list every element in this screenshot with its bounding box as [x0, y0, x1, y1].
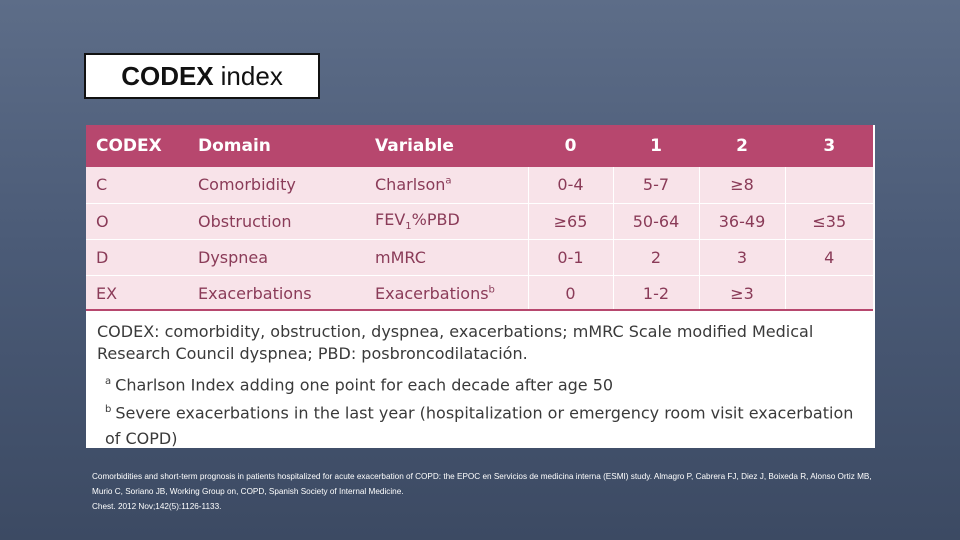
codex-table-card [86, 125, 875, 448]
cell-domain: Comorbidity [188, 167, 365, 203]
cell-score-0: 0-1 [528, 239, 613, 275]
cell-variable: mMRC [365, 239, 528, 275]
cell-score-3: 4 [785, 239, 873, 275]
variable-text: Charlson [375, 175, 446, 195]
cell-score-3: ≤35 [785, 203, 873, 239]
citation-journal: Chest. 2012 Nov;142(5):1126-1133. [92, 502, 222, 511]
slide-title [84, 53, 320, 99]
table-notes [97, 321, 867, 451]
header-codex: CODEX [86, 125, 188, 167]
cell-score-3 [785, 167, 873, 203]
cell-score-0: 0-4 [528, 167, 613, 203]
footnote-b [105, 397, 867, 450]
header-score-2: 2 [699, 125, 785, 167]
table-row [86, 275, 873, 311]
footnote-b-text: Severe exacerbations in the last year (hospitalization or emergency room visit exacerbation of COPD) [105, 403, 854, 448]
cell-code: C [86, 167, 188, 203]
cell-score-0: ≥65 [528, 203, 613, 239]
cell-variable [365, 167, 528, 203]
cell-code: EX [86, 275, 188, 311]
cell-score-1: 50-64 [613, 203, 699, 239]
codex-table [86, 125, 873, 311]
footnote-b-mark: b [105, 404, 112, 416]
footnote-mark: a [445, 175, 452, 187]
variable-text: Exacerbations [375, 283, 489, 303]
cell-score-3 [785, 275, 873, 311]
slide-title-bold: CODEX [121, 60, 214, 91]
cell-code: D [86, 239, 188, 275]
cell-score-1: 1-2 [613, 275, 699, 311]
cell-domain: Obstruction [188, 203, 365, 239]
citation-authors: Comorbidities and short-term prognosis in patients hospitalized for acute exacerbation of COPD: the EPOC en Servicios de medicina interna (ESMI) study. Almagro P, Cabrera FJ, Diez J, Boixeda R, Alonso Ortiz MB, Murio C, Soriano JB, Working Group on, COPD, Spanish Society of Internal Medicine. [92, 472, 872, 496]
footnote-a-mark: a [105, 376, 112, 387]
cell-code: O [86, 203, 188, 239]
table-row [86, 203, 873, 239]
cell-score-0: 0 [528, 275, 613, 311]
header-score-0: 0 [528, 125, 613, 167]
variable-tail: %PBD [411, 209, 460, 229]
cell-domain: Exacerbations [188, 275, 365, 311]
variable-text: FEV [375, 209, 406, 229]
header-score-3: 3 [785, 125, 873, 167]
table-row [86, 239, 873, 275]
cell-score-1: 2 [613, 239, 699, 275]
table-header-row [86, 125, 873, 167]
cell-score-2: 36-49 [699, 203, 785, 239]
slide-title-rest: index [220, 60, 283, 91]
table-row [86, 167, 873, 203]
footnote-a [105, 369, 867, 397]
header-domain: Domain [188, 125, 365, 167]
citation [92, 469, 872, 514]
cell-score-1: 5-7 [613, 167, 699, 203]
footnote-a-text: Charlson Index adding one point for each decade after age 50 [115, 375, 614, 395]
cell-domain: Dyspnea [188, 239, 365, 275]
table-bottom-rule [86, 309, 873, 311]
header-score-1: 1 [613, 125, 699, 167]
cell-variable [365, 275, 528, 311]
footnote-mark: b [488, 284, 495, 296]
header-variable: Variable [365, 125, 528, 167]
cell-score-2: ≥3 [699, 275, 785, 311]
cell-score-2: 3 [699, 239, 785, 275]
cell-score-2: ≥8 [699, 167, 785, 203]
cell-variable [365, 203, 528, 239]
variable-subscript: 1 [405, 221, 412, 233]
abbreviation-note: CODEX: comorbidity, obstruction, dyspnea, exacerbations; mMRC Scale modified Medical Research Council dyspnea; PBD: posbroncodilatación. [97, 322, 814, 363]
